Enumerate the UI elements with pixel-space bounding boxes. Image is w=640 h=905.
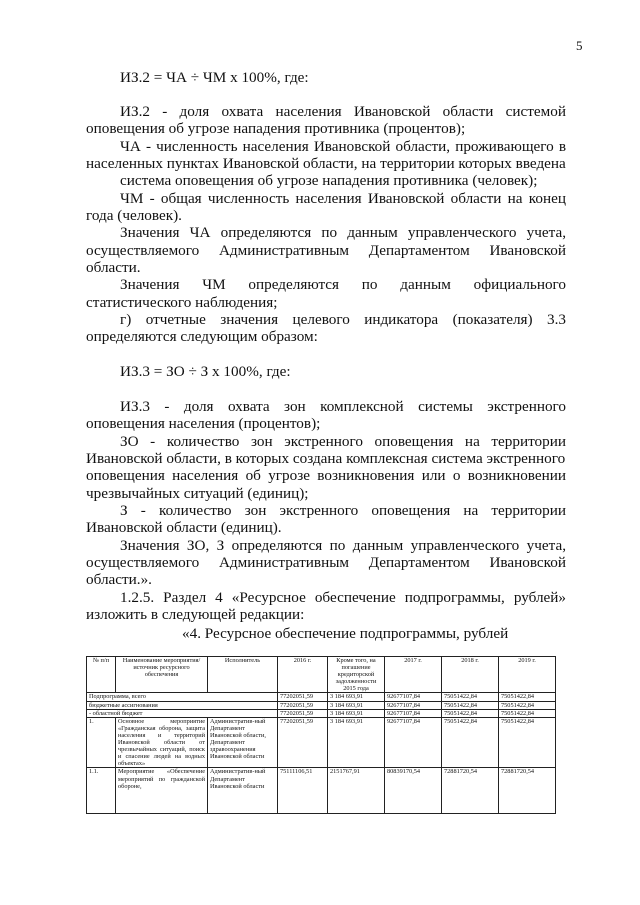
cell-2018: 75051422,84 — [442, 693, 499, 701]
cell-2019: 75051422,84 — [499, 693, 556, 701]
paragraph-line: система оповещения об угрозе нападения противника (человек); — [120, 172, 538, 189]
cell-extra: 3 184 693,91 — [328, 717, 385, 768]
cell-2016: 77202051,59 — [278, 717, 328, 768]
header-2019: 2019 г. — [499, 657, 556, 693]
table-row — [87, 701, 556, 709]
cell-2016: 77202051,59 — [278, 693, 328, 701]
table-row — [87, 768, 556, 814]
row-label: бюджетные ассигнования — [87, 701, 278, 709]
cell-extra: 3 184 693,91 — [328, 709, 385, 717]
header-num: № п/п — [87, 657, 116, 693]
header-executor: Исполнитель — [208, 657, 278, 693]
cell-2018: 75051422,84 — [442, 709, 499, 717]
paragraph-line: изложить в следующей редакции: — [86, 606, 305, 623]
cell-2016: 75111106,51 — [278, 768, 328, 814]
row-name: Мероприятие «Обеспечение мероприятий по гражданской обороне, — [116, 768, 208, 814]
cell-2016: 77202051,59 — [278, 701, 328, 709]
paragraph-line: Ивановской области, в которых создана комплексная система экстренного — [86, 450, 566, 467]
cell-2017: 92677107,84 — [385, 717, 442, 768]
cell-extra: 3 184 693,91 — [328, 693, 385, 701]
cell-2018: 75051422,84 — [442, 717, 499, 768]
paragraph-line: осуществляемого Административным Департаментом Ивановской — [86, 242, 566, 259]
paragraph-line: ИЗ.2 - доля охвата населения Ивановской области системой — [120, 103, 566, 120]
paragraph-line: г) отчетные значения целевого индикатора (показателя) 3.3 — [120, 311, 566, 328]
row-label: - областной бюджет — [87, 709, 278, 717]
paragraph-line: ЗО - количество зон экстренного оповещения на территории — [120, 433, 566, 450]
header-extra: Кроме того, на погашение кредиторской задолженности 2015 года — [328, 657, 385, 693]
table-header-row — [87, 657, 556, 693]
paragraph-line: оповещения населения (процентов); — [86, 415, 321, 432]
paragraph-line: ИЗ.3 - доля охвата зон комплексной системы экстренного — [120, 398, 566, 415]
row-num: 1. — [87, 717, 116, 768]
header-2018: 2018 г. — [442, 657, 499, 693]
page-number: 5 — [576, 38, 583, 53]
paragraph-line: области.». — [86, 571, 152, 588]
cell-2019: 75051422,84 — [499, 701, 556, 709]
formula-iz2: ИЗ.2 = ЧА ÷ ЧМ х 100%, где: — [120, 69, 309, 86]
resource-table — [86, 656, 556, 814]
cell-2019: 75051422,84 — [499, 717, 556, 768]
paragraph-line: З - количество зон экстренного оповещения на территории — [120, 502, 566, 519]
paragraph-line: Ивановской области (единиц). — [86, 519, 282, 536]
paragraph-line: оповещения об угрозе нападения противника (процентов); — [86, 120, 466, 137]
row-num: 1.1. — [87, 768, 116, 814]
paragraph-line: оповещения населения об угрозе возникновения или о возникновении — [86, 467, 566, 484]
paragraph-line: 1.2.5. Раздел 4 «Ресурсное обеспечение подпрограммы, рублей» — [120, 589, 566, 606]
paragraph-line: населенных пунктах Ивановской области, на территории которых введена — [86, 155, 566, 172]
paragraph-line: Значения ЗО, З определяются по данным управленческого учета, — [120, 537, 566, 554]
cell-extra: 2151767,91 — [328, 768, 385, 814]
cell-2017: 92677107,84 — [385, 709, 442, 717]
cell-2018: 75051422,84 — [442, 701, 499, 709]
table-row — [87, 717, 556, 768]
row-executor: Административ-ный Департамент Ивановской области — [208, 768, 278, 814]
table-row — [87, 693, 556, 701]
cell-2017: 92677107,84 — [385, 693, 442, 701]
formula-iz3: ИЗ.3 = ЗО ÷ З х 100%, где: — [120, 363, 291, 380]
header-name: Наименование мероприятия/источник ресурсного обеспечения — [116, 657, 208, 693]
cell-2019: 75051422,84 — [499, 709, 556, 717]
section-title: «4. Ресурсное обеспечение подпрограммы, рублей — [182, 625, 509, 642]
paragraph-line: ЧМ - общая численность населения Ивановской области на конец — [120, 190, 566, 207]
cell-extra: 3 184 693,91 — [328, 701, 385, 709]
paragraph-line: ЧА - численность населения Ивановской области, проживающего в — [120, 138, 566, 155]
paragraph-line: статистического наблюдения; — [86, 294, 278, 311]
row-executor: Административ-ный Департамент Ивановской области, Департамент здравоохранения Ивановской области — [208, 717, 278, 768]
table-row — [87, 709, 556, 717]
paragraph-line: чрезвычайных ситуаций (единиц); — [86, 485, 309, 502]
header-2016: 2016 г. — [278, 657, 328, 693]
cell-2017: 80839170,54 — [385, 768, 442, 814]
paragraph-line: осуществляемого Административным Департаментом Ивановской — [86, 554, 566, 571]
cell-2018: 72881720,54 — [442, 768, 499, 814]
paragraph-line: года (человек). — [86, 207, 182, 224]
row-label: Подпрограмма, всего — [87, 693, 278, 701]
paragraph-line: Значения ЧМ определяются по данным официального — [120, 276, 566, 293]
row-name: Основное мероприятие «Гражданская оборона, защита населения и территорий Ивановской области от чрезвычайных ситуаций, поиск и спасение людей на водных объектах» — [116, 717, 208, 768]
cell-2017: 92677107,84 — [385, 701, 442, 709]
cell-2019: 72881720,54 — [499, 768, 556, 814]
paragraph-line: Значения ЧА определяются по данным управленческого учета, — [120, 224, 566, 241]
paragraph-line: области. — [86, 259, 141, 276]
header-2017: 2017 г. — [385, 657, 442, 693]
paragraph-line: определяются следующим образом: — [86, 328, 318, 345]
cell-2016: 77202051,59 — [278, 709, 328, 717]
